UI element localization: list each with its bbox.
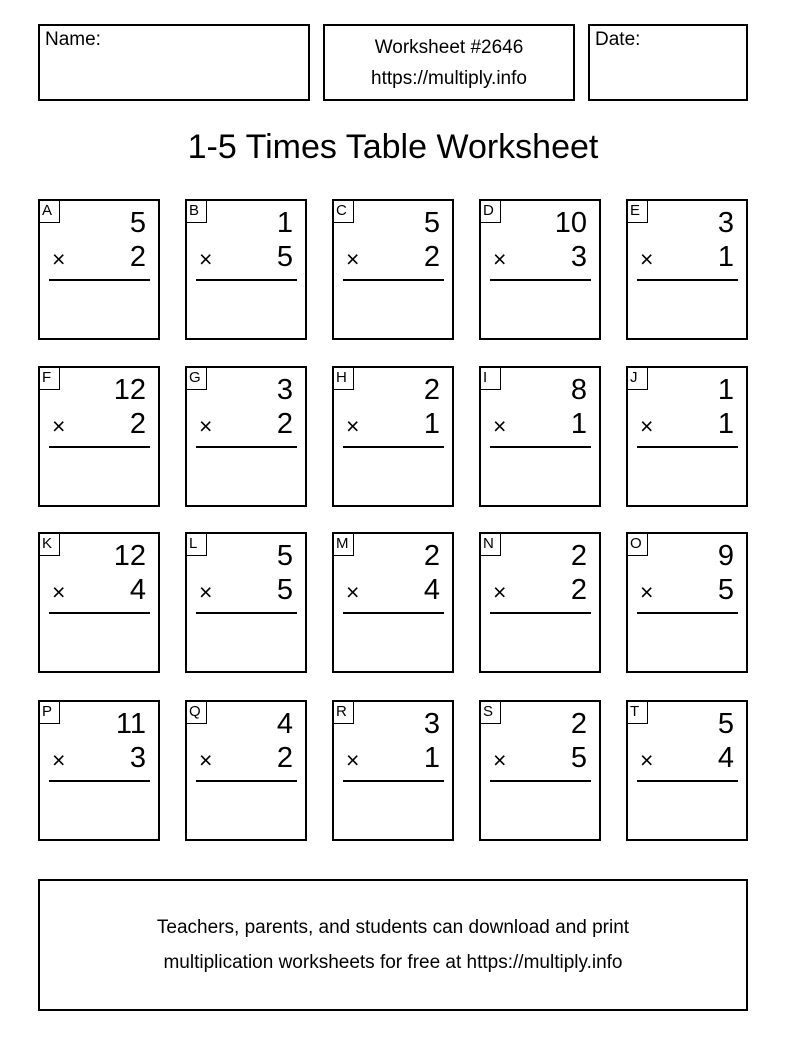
- times-sign: ×: [346, 579, 360, 605]
- times-sign: ×: [346, 413, 360, 439]
- worksheet-info-box: [323, 24, 575, 101]
- problem-card[interactable]: [332, 199, 454, 340]
- multiplicand: 2: [570, 708, 587, 740]
- problem-label: C: [334, 201, 354, 223]
- problem-card[interactable]: [332, 700, 454, 841]
- answer-line: [637, 446, 738, 448]
- multiplicand: 3: [717, 207, 734, 239]
- answer-line: [196, 780, 297, 782]
- multiplier: 1: [717, 408, 734, 440]
- problem-label: P: [40, 702, 60, 724]
- multiplicand: 2: [423, 374, 440, 406]
- worksheet-url: https://multiply.info: [371, 68, 527, 89]
- multiplier: 5: [570, 742, 587, 774]
- answer-line: [196, 279, 297, 281]
- times-sign: ×: [52, 413, 66, 439]
- multiplicand: 12: [113, 374, 146, 406]
- problem-label: A: [40, 201, 60, 223]
- multiplicand: 2: [423, 540, 440, 572]
- multiplier: 1: [570, 408, 587, 440]
- answer-line: [49, 612, 150, 614]
- worksheet-number: Worksheet #2646: [374, 37, 524, 58]
- problem-label: Q: [187, 702, 207, 724]
- times-sign: ×: [199, 579, 213, 605]
- problem-card[interactable]: [38, 532, 160, 673]
- answer-line: [490, 279, 591, 281]
- problem-card[interactable]: [626, 532, 748, 673]
- multiplicand: 8: [570, 374, 587, 406]
- multiplicand: 3: [276, 374, 293, 406]
- answer-line: [49, 446, 150, 448]
- multiplier: 5: [276, 574, 293, 606]
- times-sign: ×: [346, 246, 360, 272]
- times-sign: ×: [493, 747, 507, 773]
- problem-label: J: [628, 368, 648, 390]
- times-sign: ×: [640, 246, 654, 272]
- times-sign: ×: [640, 747, 654, 773]
- problem-card[interactable]: [185, 700, 307, 841]
- problem-card[interactable]: [479, 199, 601, 340]
- name-label: Name:: [45, 29, 101, 50]
- problem-card[interactable]: [626, 199, 748, 340]
- answer-line: [49, 780, 150, 782]
- multiplier: 1: [423, 408, 440, 440]
- problem-label: S: [481, 702, 501, 724]
- problem-label: T: [628, 702, 648, 724]
- answer-line: [343, 446, 444, 448]
- times-sign: ×: [52, 246, 66, 272]
- problem-card[interactable]: [479, 366, 601, 507]
- times-sign: ×: [52, 747, 66, 773]
- problem-card[interactable]: [479, 700, 601, 841]
- footer-text-line-2: multiplication worksheets for free at https://multiply.info: [163, 952, 623, 973]
- problem-card[interactable]: [185, 366, 307, 507]
- problem-card[interactable]: [332, 532, 454, 673]
- problem-card[interactable]: [38, 199, 160, 340]
- problem-label: D: [481, 201, 501, 223]
- multiplicand: 9: [717, 540, 734, 572]
- problem-card[interactable]: [479, 532, 601, 673]
- multiplier: 4: [717, 742, 734, 774]
- problem-card[interactable]: [185, 532, 307, 673]
- multiplicand: 5: [423, 207, 440, 239]
- problem-label: B: [187, 201, 207, 223]
- multiplicand: 5: [717, 708, 734, 740]
- answer-line: [637, 612, 738, 614]
- problem-label: R: [334, 702, 354, 724]
- times-sign: ×: [199, 413, 213, 439]
- multiplier: 3: [129, 742, 146, 774]
- multiplicand: 3: [423, 708, 440, 740]
- multiplicand: 4: [276, 708, 293, 740]
- multiplier: 2: [129, 408, 146, 440]
- answer-line: [490, 612, 591, 614]
- answer-line: [343, 780, 444, 782]
- times-sign: ×: [199, 747, 213, 773]
- problem-label: N: [481, 534, 501, 556]
- multiplier: 5: [717, 574, 734, 606]
- multiplier: 2: [570, 574, 587, 606]
- multiplier: 2: [423, 241, 440, 273]
- date-field[interactable]: [588, 24, 748, 101]
- answer-line: [637, 780, 738, 782]
- answer-line: [343, 612, 444, 614]
- multiplicand: 12: [113, 540, 146, 572]
- problem-card[interactable]: [38, 700, 160, 841]
- times-sign: ×: [52, 579, 66, 605]
- page-title: 1-5 Times Table Worksheet: [187, 128, 599, 166]
- problem-card[interactable]: [332, 366, 454, 507]
- date-label: Date:: [595, 29, 641, 50]
- multiplicand: 11: [115, 708, 146, 740]
- times-sign: ×: [493, 413, 507, 439]
- answer-line: [343, 279, 444, 281]
- footer-text-line-1: Teachers, parents, and students can download and print: [156, 917, 630, 938]
- times-sign: ×: [493, 246, 507, 272]
- problem-label: F: [40, 368, 60, 390]
- multiplicand: 1: [276, 207, 293, 239]
- multiplier: 4: [423, 574, 440, 606]
- times-sign: ×: [640, 579, 654, 605]
- problem-label: M: [334, 534, 354, 556]
- answer-line: [490, 780, 591, 782]
- answer-line: [49, 279, 150, 281]
- multiplicand: 5: [276, 540, 293, 572]
- problem-card[interactable]: [38, 366, 160, 507]
- multiplier: 3: [570, 241, 587, 273]
- problem-card[interactable]: [626, 700, 748, 841]
- problem-label: H: [334, 368, 354, 390]
- problem-label: G: [187, 368, 207, 390]
- multiplier: 1: [717, 241, 734, 273]
- name-field[interactable]: [38, 24, 310, 101]
- times-sign: ×: [493, 579, 507, 605]
- multiplicand: 10: [554, 207, 587, 239]
- problem-label: L: [187, 534, 207, 556]
- answer-line: [196, 612, 297, 614]
- answer-line: [490, 446, 591, 448]
- times-sign: ×: [346, 747, 360, 773]
- times-sign: ×: [640, 413, 654, 439]
- answer-line: [637, 279, 738, 281]
- multiplier: 2: [276, 408, 293, 440]
- multiplier: 4: [129, 574, 146, 606]
- multiplicand: 2: [570, 540, 587, 572]
- problem-label: I: [481, 368, 501, 390]
- problem-label: K: [40, 534, 60, 556]
- problem-label: O: [628, 534, 648, 556]
- multiplier: 2: [129, 241, 146, 273]
- footer-box: [38, 879, 748, 1011]
- multiplicand: 1: [717, 374, 734, 406]
- multiplier: 5: [276, 241, 293, 273]
- problem-card[interactable]: [626, 366, 748, 507]
- multiplier: 2: [276, 742, 293, 774]
- multiplier: 1: [423, 742, 440, 774]
- problem-label: E: [628, 201, 648, 223]
- times-sign: ×: [199, 246, 213, 272]
- answer-line: [196, 446, 297, 448]
- multiplicand: 5: [129, 207, 146, 239]
- problem-card[interactable]: [185, 199, 307, 340]
